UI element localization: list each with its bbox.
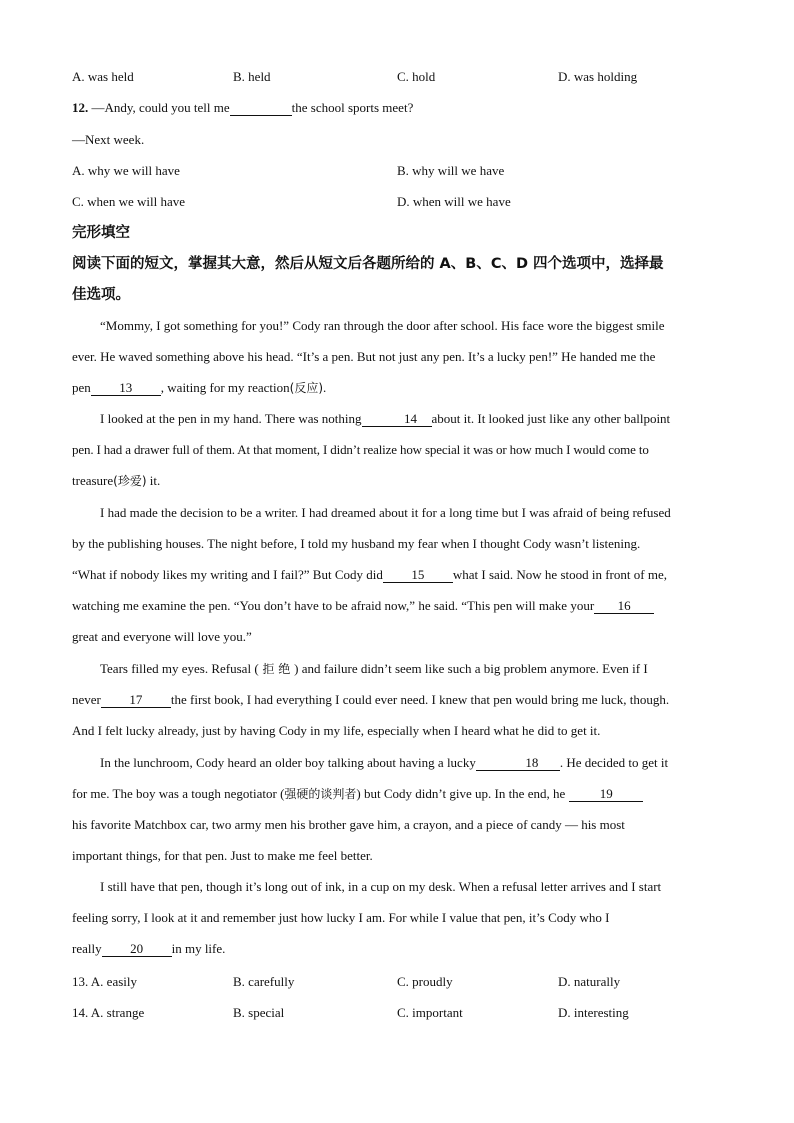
q11-option-c: C. hold bbox=[397, 69, 436, 84]
blank-17: 17 bbox=[101, 693, 171, 708]
passage-line bbox=[72, 473, 716, 504]
chinese-gloss: 强硬的谈判者 bbox=[284, 787, 357, 801]
passage-text: treasure bbox=[72, 473, 114, 488]
passage-paragraph-1 bbox=[72, 318, 716, 411]
passage-text: the first book, I had everything I could ever need. I knew that pen would bring me luck, though. bbox=[170, 692, 670, 707]
blank-13: 13 bbox=[91, 381, 161, 396]
passage-line bbox=[72, 380, 716, 411]
passage-line: And I felt lucky already, just by having Cody in my life, especially when I heard what he did to get it. bbox=[72, 723, 601, 738]
passage-text: Tears filled my eyes. Refusal ( bbox=[100, 661, 259, 676]
passage-line bbox=[72, 567, 716, 598]
chinese-gloss: (珍爱) bbox=[113, 474, 147, 488]
section-title: 完形填空 bbox=[72, 225, 130, 241]
passage-line: important things, for that pen. Just to make me feel better. bbox=[72, 848, 373, 863]
q13-option-d: D. naturally bbox=[558, 974, 621, 989]
q11-option-b: B. held bbox=[233, 69, 271, 84]
q12-reply: —Next week. bbox=[72, 132, 145, 147]
passage-text: watching me examine the pen. “You don’t have to be afraid now,” he said. “This pen will make your bbox=[72, 598, 595, 613]
passage-line bbox=[72, 755, 716, 786]
passage-text: never bbox=[72, 692, 101, 707]
q13-option-c: C. proudly bbox=[397, 974, 453, 989]
passage-line: “Mommy, I got something for you!” Cody ran through the door after school. His face wore the biggest smile bbox=[100, 318, 665, 333]
q12-option-a: A. why we will have bbox=[72, 163, 180, 178]
q12-option-c: C. when we will have bbox=[72, 194, 186, 209]
q12-option-d: D. when will we have bbox=[397, 194, 511, 209]
passage-text: pen bbox=[72, 380, 91, 395]
passage-line bbox=[72, 786, 716, 817]
passage-text: what I said. Now he stood in front of me, bbox=[452, 567, 667, 582]
q12-stem bbox=[72, 100, 413, 116]
passage-line: by the publishing houses. The night before, I told my husband my fear when I thought Cody wasn’t listening. bbox=[72, 536, 641, 551]
passage-text: . He decided to get it bbox=[559, 755, 669, 770]
section-instruction-line2: 佳选项。 bbox=[72, 287, 130, 303]
q14-option-d: D. interesting bbox=[558, 1005, 629, 1020]
blank-14: 14 bbox=[362, 412, 432, 427]
q14-option-b: B. special bbox=[233, 1005, 285, 1020]
passage-paragraph-2 bbox=[72, 411, 716, 504]
q13-option-a: 13. A. easily bbox=[72, 974, 137, 989]
passage-text: . bbox=[323, 380, 327, 395]
q13-option-b: B. carefully bbox=[233, 974, 295, 989]
passage-paragraph-4 bbox=[72, 661, 716, 754]
q12-stem-after: the school sports meet? bbox=[291, 100, 414, 115]
passage-text: it. bbox=[146, 473, 161, 488]
passage-text: in my life. bbox=[171, 941, 226, 956]
blank-18: 18 bbox=[476, 756, 560, 771]
q12-stem-before: —Andy, could you tell me bbox=[88, 100, 230, 115]
passage-line bbox=[72, 598, 716, 629]
chinese-gloss: 拒 绝 bbox=[258, 662, 295, 676]
passage-text: for me. The boy was a tough negotiator ( bbox=[72, 786, 285, 801]
passage-line bbox=[72, 661, 716, 692]
blank-16: 16 bbox=[594, 599, 654, 614]
passage-text: , waiting for my reaction bbox=[160, 380, 290, 395]
q11-option-a: A. was held bbox=[72, 69, 134, 84]
passage-text: “What if nobody likes my writing and I fail?” But Cody did bbox=[72, 567, 383, 582]
q12-option-b: B. why will we have bbox=[397, 163, 505, 178]
passage-paragraph-6 bbox=[72, 879, 716, 972]
blank-20: 20 bbox=[102, 942, 172, 957]
chinese-gloss: (反应) bbox=[289, 381, 324, 395]
passage-line: pen. I had a drawer full of them. At that moment, I didn’t realize how special it was or how much I would come to bbox=[72, 442, 649, 457]
blank-15: 15 bbox=[383, 568, 453, 583]
passage-line: I still have that pen, though it’s long out of ink, in a cup on my desk. When a refusal letter arrives and I start bbox=[100, 879, 662, 894]
passage-paragraph-5 bbox=[72, 755, 716, 879]
passage-line: I had made the decision to be a writer. I had dreamed about it for a long time but I was afraid of being refused bbox=[100, 505, 671, 520]
q12-number: 12. bbox=[72, 100, 89, 115]
passage-text: really bbox=[72, 941, 102, 956]
passage-line: ever. He waved something above his head. “It’s a pen. But not just any pen. It’s a lucky pen!” He handed me the bbox=[72, 349, 656, 364]
blank-19: 19 bbox=[569, 787, 643, 802]
q12-blank bbox=[230, 101, 292, 116]
passage-text: about it. It looked just like any other ballpoint bbox=[431, 411, 671, 426]
passage-text: ) but Cody didn’t give up. In the end, he bbox=[356, 786, 566, 801]
passage-line: great and everyone will love you.” bbox=[72, 629, 252, 644]
q14-option-c: C. important bbox=[397, 1005, 463, 1020]
q14-option-a: 14. A. strange bbox=[72, 1005, 145, 1020]
passage-line bbox=[72, 941, 716, 972]
passage-text: ) and failure didn’t seem like such a big problem anymore. Even if I bbox=[294, 661, 648, 676]
passage-line: his favorite Matchbox car, two army men his brother gave him, a crayon, and a piece of candy — his most bbox=[72, 817, 625, 832]
passage-line: feeling sorry, I look at it and remember just how lucky I am. For while I value that pen, it’s Cody who I bbox=[72, 910, 610, 925]
passage-line bbox=[72, 411, 716, 442]
passage-text: I looked at the pen in my hand. There was nothing bbox=[100, 411, 362, 426]
passage-text: In the lunchroom, Cody heard an older boy talking about having a lucky bbox=[100, 755, 476, 770]
section-instruction-line1: 阅读下面的短文，掌握其大意，然后从短文后各题所给的 A、B、C、D 四个选项中，选择最 bbox=[72, 256, 664, 272]
passage-paragraph-3 bbox=[72, 505, 716, 660]
q11-option-d: D. was holding bbox=[558, 69, 638, 84]
passage-line bbox=[72, 692, 716, 723]
